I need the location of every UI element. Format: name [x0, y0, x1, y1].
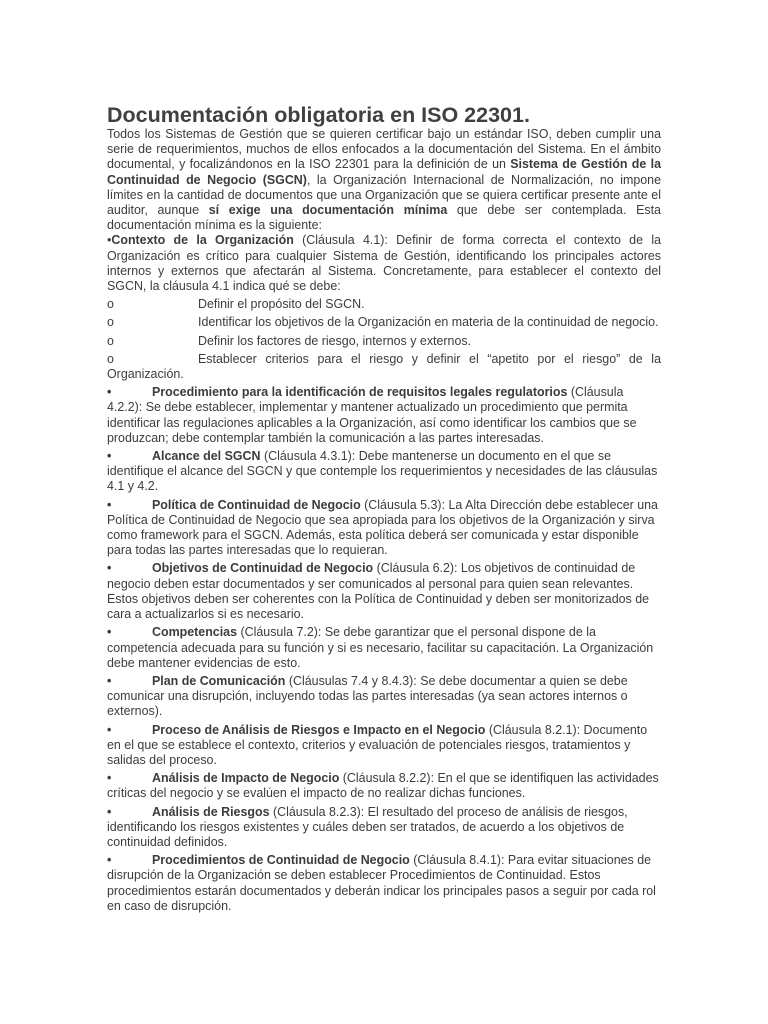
list-item [107, 385, 661, 446]
item-heading: Proceso de Análisis de Riesgos e Impacto en el Negocio [152, 722, 486, 737]
intro-paragraph [107, 127, 661, 233]
intro-text: , la Organización Internacional de Normalización, no impone límites en la cantidad de documentos que una Organización que se quiera certificar presente ante el auditor, aunque [107, 172, 662, 218]
sub-item-text: Identificar los objetivos de la Organización en materia de la continuidad de negocio. [198, 315, 659, 330]
list-item [107, 561, 661, 622]
sub-item-text: Definir los factores de riesgo, internos y externos. [198, 333, 472, 348]
item-text: (Cláusula 4.3.1): Debe mantenerse un documento en el que se identifique el alcance del SGCN y que contemple los requerimientos y necesidades de las cláusulas 4.1 y 4.2. [107, 449, 658, 494]
sub-item-text: Definir el propósito del SGCN. [198, 297, 365, 312]
item-text: (Cláusula 8.2.3): El resultado del proceso de análisis de riesgos, identificando los riesgos existentes y cuáles deben ser tratados, de acuerdo a los objetivos de continuidad definidos. [107, 804, 628, 849]
item-heading: Procedimiento para la identificación de requisitos legales regulatorios [152, 385, 568, 400]
bullet-icon: • [107, 673, 112, 688]
bullet-icon: • [107, 771, 112, 786]
sub-list-item [107, 352, 661, 382]
bullet-icon: • [107, 449, 112, 464]
item-heading: Alcance del SGCN [152, 449, 261, 464]
bullet-icon: • [107, 722, 112, 737]
bullet-icon: • [107, 385, 112, 400]
item-text: (Cláusula 8.4.1): Para evitar situaciones de disrupción de la Organización se deben establecer Procedimientos de Continuidad. Estos procedimientos estarán documentados y deberán indicar los principales pasos a seguir por cada rol en caso de disrupción. [107, 853, 656, 913]
list-item [107, 723, 661, 769]
item-text: (Cláusula 7.2): Se debe garantizar que el personal dispone de la competencia adecuada para su función y si es necesario, facilitar su capacitación. La Organización debe mantener evidencias de esto. [107, 625, 654, 670]
item-heading: Análisis de Riesgos [152, 804, 270, 819]
bullet-icon: • [107, 497, 112, 512]
intro-bold-text: Sistema de Gestión de la Continuidad de Negocio (SGCN) [107, 157, 661, 187]
intro-text: Todos los Sistemas de Gestión que se quieren certificar bajo un estándar ISO, deben cumplir una serie de requerimientos, muchos de ellos enfocados a la documentación del Sistema. En el ámbito documental, y focalizándonos en la ISO 22301 para la definición de un [107, 127, 661, 172]
intro-bold-text: sí exige una documentación mínima [208, 203, 448, 218]
circle-bullet-icon: o [107, 333, 114, 348]
item-heading: Objetivos de Continuidad de Negocio [152, 561, 374, 576]
item-text: (Cláusula 4.1): Definir de forma correcta el contexto de la Organización es crítico para cualquier Sistema de Gestión, identificando los principales actores internos y externos que afectarán al Sistema. Concretamente, para establecer el contexto del SGCN, la cláusula 4.1 indica qué se debe: [107, 233, 662, 294]
bullet-icon: • [107, 233, 112, 248]
list-item [107, 853, 661, 914]
item-heading: Plan de Comunicación [152, 673, 286, 688]
list-item [107, 674, 661, 720]
list-item [107, 233, 661, 294]
item-text: (Cláusula 4.2.2): Se debe establecer, implementar y mantener actualizado un procedimiento que permita identificar las regulaciones aplicables a la Organización, así como identificar los cambios que se produzcan; debe contemplar también la comunicación a las partes interesadas. [107, 385, 637, 445]
sub-list-item [107, 315, 661, 330]
item-heading: Contexto de la Organización [111, 233, 294, 248]
item-text: (Cláusula 8.2.1): Documento en el que se establece el contexto, criterios y evaluación de potenciales riesgos, tratamientos y salidas del proceso. [107, 722, 648, 767]
bullet-icon: • [107, 804, 112, 819]
sub-list-item [107, 297, 661, 312]
item-heading: Competencias [152, 625, 238, 640]
circle-bullet-icon: o [107, 297, 114, 312]
list-item [107, 498, 661, 559]
item-text: (Cláusula 5.3): La Alta Dirección debe establecer una Política de Continuidad de Negocio que sea apropiada para los objetivos de la Organización y sirva como framework para el SGCN. Además, esta política deberá ser comunicada y estar disponible para todas las partes interesadas que lo requieran. [107, 497, 658, 558]
list-item [107, 625, 661, 671]
circle-bullet-icon: o [107, 351, 114, 366]
bullet-icon: • [107, 625, 112, 640]
item-text: (Cláusula 8.2.2): En el que se identifiquen las actividades críticas del negocio y se evalúen el impacto de no realizar dichas funciones. [107, 771, 659, 801]
sub-item-text: Establecer criterios para el riesgo y definir el “apetito por el riesgo” de la Organización. [107, 351, 661, 382]
item-text: (Cláusulas 7.4 y 8.4.3): Se debe documentar a quien se debe comunicar una disrupción, incluyendo todas las partes interesadas (ya sean actores internos o externos). [107, 673, 628, 719]
item-heading: Procedimientos de Continuidad de Negocio [152, 853, 410, 868]
sub-list-item [107, 334, 661, 349]
item-heading: Análisis de Impacto de Negocio [152, 771, 340, 786]
item-text: (Cláusula 6.2): Los objetivos de continuidad de negocio deben estar documentados y ser comunicados al personal para quien sean relevantes. Estos objetivos deben ser coherentes con la Política de Continuidad y deben ser monitorizados de cara a actualizarlos si es necesario. [107, 561, 650, 622]
bullet-icon: • [107, 561, 112, 576]
page-title: Documentación obligatoria en ISO 22301. [107, 103, 530, 127]
bullet-icon: • [107, 853, 112, 868]
circle-bullet-icon: o [107, 315, 114, 330]
intro-text: que debe ser contemplada. Esta documentación mínima es la siguiente: [107, 203, 661, 233]
list-item [107, 449, 661, 495]
list-item [107, 771, 661, 801]
item-heading: Política de Continuidad de Negocio [152, 497, 361, 512]
list-item [107, 805, 661, 851]
document-body [107, 127, 661, 914]
